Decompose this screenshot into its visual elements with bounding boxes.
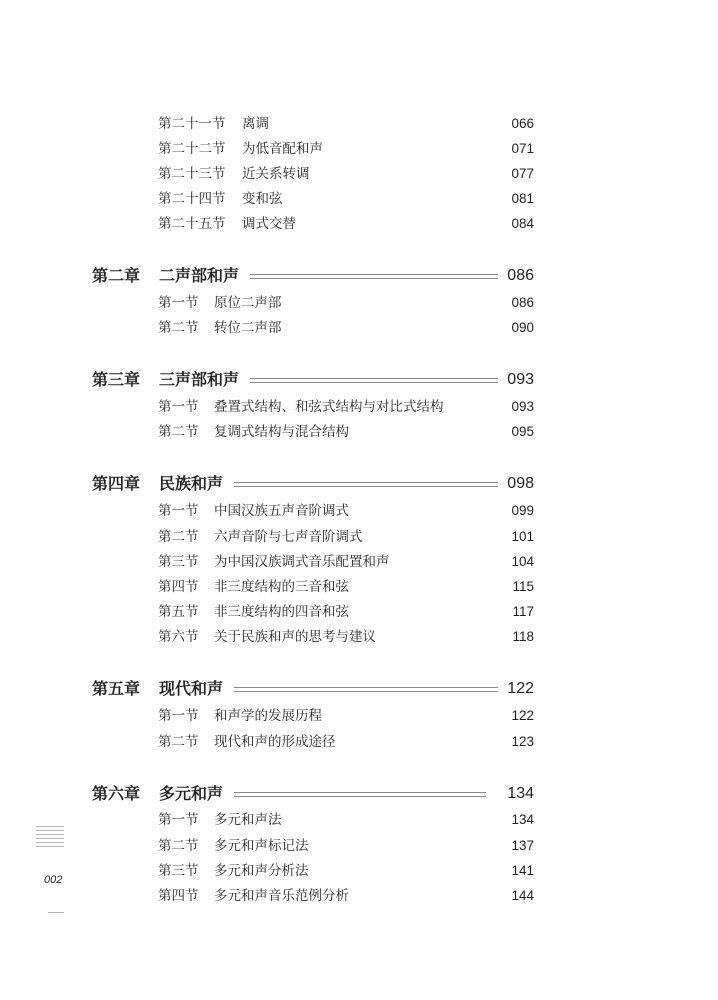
section-number: 第二十五节 <box>158 216 226 231</box>
section-number: 第一节 <box>158 812 199 827</box>
chapter-number: 第六章 <box>92 784 141 803</box>
section-page: 137 <box>511 838 534 853</box>
section-page: 134 <box>511 812 534 827</box>
margin-decoration <box>36 826 64 850</box>
section-page: 118 <box>512 629 534 644</box>
section-page: 077 <box>511 166 534 181</box>
section-number: 第二十四节 <box>158 191 226 206</box>
section-page: 117 <box>512 604 534 619</box>
toc-chapter-row[interactable] <box>92 264 534 288</box>
section-page: 141 <box>511 863 534 878</box>
section-number: 第三节 <box>158 863 199 878</box>
chapter-title: 三声部和声 <box>159 370 240 389</box>
leader-rule <box>250 378 498 383</box>
section-number: 第一节 <box>158 399 199 414</box>
section-title: 为低音配和声 <box>242 141 323 156</box>
section-title: 现代和声的形成途径 <box>214 734 336 749</box>
chapter-page: 122 <box>507 680 534 697</box>
section-page: 115 <box>512 579 534 594</box>
section-number: 第二十二节 <box>158 141 226 156</box>
section-title: 多元和声标记法 <box>214 838 309 853</box>
section-title: 调式交替 <box>242 216 296 231</box>
toc-section-row[interactable] <box>158 861 534 881</box>
toc-section-row[interactable] <box>158 527 534 547</box>
section-number: 第二十一节 <box>158 116 226 131</box>
section-page: 090 <box>511 320 534 335</box>
toc-section-row[interactable] <box>158 422 534 442</box>
toc-section-row[interactable] <box>158 293 534 313</box>
section-number: 第四节 <box>158 888 199 903</box>
section-page: 084 <box>511 216 534 231</box>
section-page: 099 <box>511 503 534 518</box>
page-number: 002 <box>44 874 63 886</box>
section-page: 071 <box>511 141 534 156</box>
toc-section-row[interactable] <box>158 139 534 159</box>
section-page: 095 <box>511 424 534 439</box>
toc-chapter-row[interactable] <box>92 368 534 392</box>
toc-section-row[interactable] <box>158 886 534 906</box>
chapter-title: 多元和声 <box>159 784 224 803</box>
section-title: 多元和声音乐范例分析 <box>214 888 349 903</box>
section-title: 复调式结构与混合结构 <box>214 424 349 439</box>
toc-section-row[interactable] <box>158 577 534 597</box>
section-page: 144 <box>511 888 534 903</box>
chapter-number: 第四章 <box>92 474 141 493</box>
toc-chapter-row[interactable] <box>92 782 534 806</box>
section-title: 非三度结构的四音和弦 <box>214 604 349 619</box>
toc-section-row[interactable] <box>158 602 534 622</box>
section-number: 第五节 <box>158 604 199 619</box>
toc-section-row[interactable] <box>158 397 534 417</box>
chapter-title: 现代和声 <box>159 679 224 698</box>
chapter-title: 民族和声 <box>159 474 224 493</box>
toc-section-row[interactable] <box>158 552 534 572</box>
chapter-page: 086 <box>507 267 534 284</box>
section-title: 原位二声部 <box>214 295 282 310</box>
section-number: 第一节 <box>158 295 199 310</box>
section-number: 第一节 <box>158 708 199 723</box>
section-page: 066 <box>511 116 534 131</box>
chapter-title: 二声部和声 <box>159 266 240 285</box>
section-number: 第二节 <box>158 838 199 853</box>
section-title: 非三度结构的三音和弦 <box>214 579 349 594</box>
toc-chapter-row[interactable] <box>92 472 534 496</box>
leader-rule <box>234 792 486 797</box>
section-number: 第二节 <box>158 424 199 439</box>
leader-rule <box>234 482 498 487</box>
chapter-number: 第五章 <box>92 679 141 698</box>
section-number: 第三节 <box>158 554 199 569</box>
section-page: 093 <box>511 399 534 414</box>
section-title: 离调 <box>242 116 269 131</box>
leader-rule <box>250 274 498 279</box>
section-page: 122 <box>511 708 534 723</box>
leader-rule <box>234 687 498 692</box>
chapter-page: 134 <box>507 785 534 802</box>
toc-section-row[interactable] <box>158 706 534 726</box>
toc-chapter-row[interactable] <box>92 677 534 701</box>
toc-section-row[interactable] <box>158 189 534 209</box>
section-number: 第四节 <box>158 579 199 594</box>
section-page: 086 <box>511 295 534 310</box>
chapter-number: 第三章 <box>92 370 141 389</box>
toc-section-row[interactable] <box>158 627 534 647</box>
section-title: 六声音阶与七声音阶调式 <box>214 529 363 544</box>
toc-section-row[interactable] <box>158 810 534 830</box>
section-number: 第二节 <box>158 320 199 335</box>
folio-divider <box>48 912 64 913</box>
section-number: 第一节 <box>158 503 199 518</box>
section-number: 第二十三节 <box>158 166 226 181</box>
chapter-number: 第二章 <box>92 266 141 285</box>
section-number: 第二节 <box>158 734 199 749</box>
section-title: 近关系转调 <box>242 166 310 181</box>
toc-section-row[interactable] <box>158 214 534 234</box>
section-title: 为中国汉族调式音乐配置和声 <box>214 554 390 569</box>
section-title: 多元和声法 <box>214 812 282 827</box>
section-page: 123 <box>511 734 534 749</box>
chapter-page: 098 <box>507 475 534 492</box>
section-title: 关于民族和声的思考与建议 <box>214 629 376 644</box>
toc-section-row[interactable] <box>158 164 534 184</box>
section-title: 转位二声部 <box>214 320 282 335</box>
section-title: 叠置式结构、和弦式结构与对比式结构 <box>214 399 444 414</box>
section-page: 081 <box>511 191 534 206</box>
section-title: 多元和声分析法 <box>214 863 309 878</box>
section-page: 104 <box>511 554 534 569</box>
toc-section-row[interactable] <box>158 318 534 338</box>
section-page: 101 <box>511 529 534 544</box>
toc-section-row[interactable] <box>158 114 534 134</box>
section-number: 第二节 <box>158 529 199 544</box>
section-title: 和声学的发展历程 <box>214 708 322 723</box>
toc-section-row[interactable] <box>158 501 534 521</box>
section-title: 变和弦 <box>242 191 283 206</box>
section-number: 第六节 <box>158 629 199 644</box>
toc-section-row[interactable] <box>158 836 534 856</box>
section-title: 中国汉族五声音阶调式 <box>214 503 349 518</box>
chapter-page: 093 <box>507 371 534 388</box>
toc-section-row[interactable] <box>158 732 534 752</box>
